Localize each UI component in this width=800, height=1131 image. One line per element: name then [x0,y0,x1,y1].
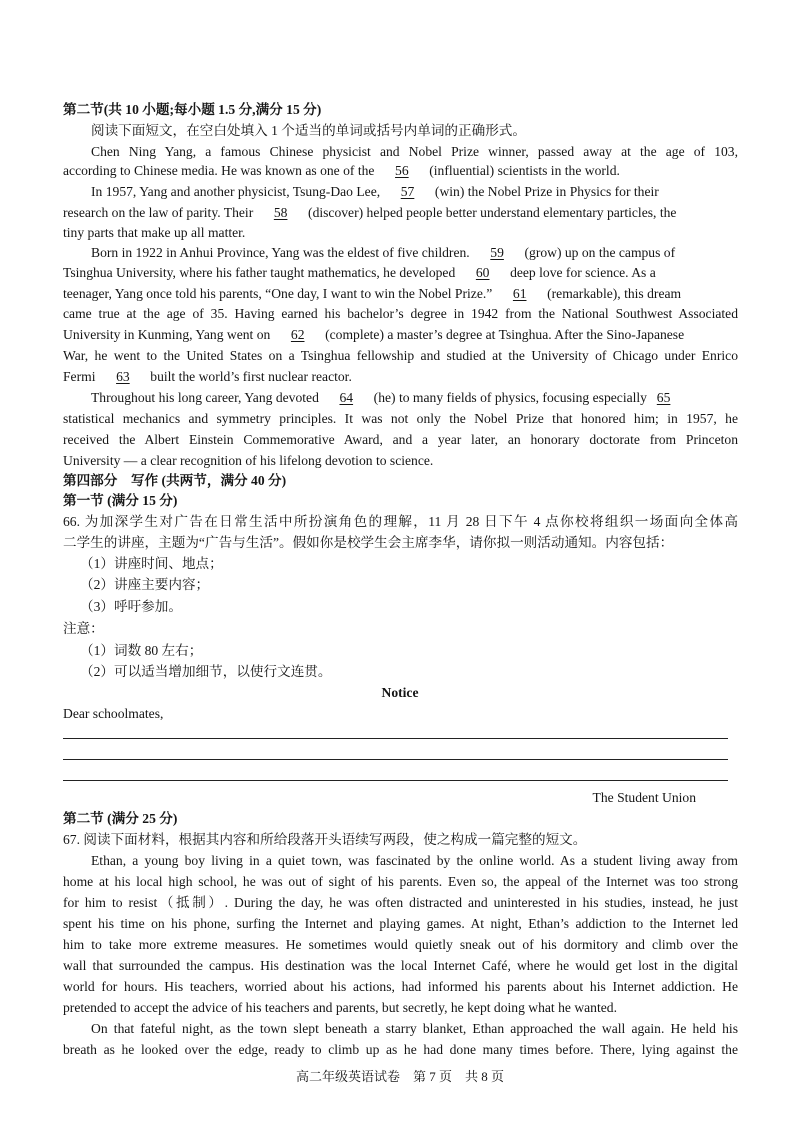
notice-title: Notice [381,685,419,700]
blank-59: 59 [490,245,504,260]
answer-line [63,780,728,781]
q66-note-label: 注意： [63,621,104,636]
blank-60: 60 [475,265,490,280]
answer-line [63,738,728,739]
section1-header: 第一节 (满分 15 分) [63,493,178,508]
q66-line1: 66. 为加深学生对广告在日常生活中所扮演角色的理解，11 月 28 日下午 4 点你校将组织一场面向全体高 [63,514,738,529]
q67-para1-line: spent his time on his phone, surfing the Internet and playing games. At night, Ethan’s addiction to the Internet led [63,916,738,931]
q67-para1-line: home at his local high school, he was out of sight of his parents. Even so, the appeal of the Internet was too strong [63,874,738,889]
part4-header: 第四部分 写作 (共两节，满分 40 分) [63,473,287,488]
q66-line2: 二学生的讲座，主题为“广告与生活”。假如你是校学生会主席李华，请你拟一则活动通知。内容包括： [63,535,674,550]
q67-para1-line: for him to resist（抵制）. During the day, he was often distracted and uninterested in his studies, instead, he just [63,895,738,910]
q67-para1-line: him to take more extreme measures. He sometimes would quietly sneak out of his dormitory and climb over the [63,937,738,952]
q66-item-3: （3）呼吁参加。 [80,599,182,614]
passage-p2-line3: tiny parts that make up all matter. [63,225,246,240]
section2b-header: 第二节 (满分 25 分) [63,811,178,826]
blank-65: 65 [656,390,671,405]
q66-note-2: （2）可以适当增加细节，以使行文连贯。 [80,664,332,679]
answer-line [63,759,728,760]
passage-p4-line1: Throughout his long career, Yang devoted 64 (he) to many fields of physics, focusing especially 65 [91,387,738,408]
q67-para2-line: On that fateful night, as the town slept beneath a starry blanket, Ethan approached the wall again. He held his [91,1021,738,1036]
passage-p3-line4: came true at the age of 35. Having earned his bachelor’s degree in 1942 from the National Southwest Associated [63,306,738,321]
q67-para2-line: breath as he looked over the edge, ready to climb up as he had done many times before. There, lying against the [63,1042,738,1057]
blank-57: 57 [400,184,415,199]
blank-62: 62 [290,327,305,342]
blank-61: 61 [512,286,527,301]
q67-para1-line: wall that surrounded the campus. His destination was the local Internet Café, where he would get lost in the digital [63,958,738,973]
passage-p1-line1: Chen Ning Yang, a famous Chinese physicist and Nobel Prize winner, passed away at the age of 103, [91,144,738,159]
passage-p4-line2: statistical mechanics and symmetry principles. It was not only the Nobel Prize that honored him; in 1957, he [63,411,738,426]
notice-signature: The Student Union [592,790,696,805]
notice-greeting: Dear schoolmates, [63,706,164,721]
passage-p3-line1: Born in 1922 in Anhui Province, Yang was the eldest of five children. 59 (grow) up on the campus of [91,242,738,263]
passage-p4-line4: University — a clear recognition of his lifelong devotion to science. [63,453,434,468]
blank-64: 64 [339,390,354,405]
section2-header: 第二节(共 10 小题;每小题 1.5 分,满分 15 分) [63,102,322,117]
passage-p3-line6: War, he went to the United States on a Tsinghua fellowship and studied at the University of Chicago under Enrico [63,348,738,363]
page-footer: 高二年级英语试卷 第 7 页 共 8 页 [295,1069,504,1084]
passage-p2-line1: In 1957, Yang and another physicist, Tsung-Dao Lee, 57 (win) the Nobel Prize in Physics for their [91,181,738,202]
passage-p3-line3: teenager, Yang once told his parents, “One day, I want to win the Nobel Prize.” 61 (remarkable), this dream [63,283,738,304]
blank-58: 58 [273,205,288,220]
passage-p3-line7: Fermi 63 built the world’s first nuclear reactor. [63,366,738,387]
passage-p2-line2: research on the law of parity. Their 58 (discover) helped people better understand elementary particles, the [63,202,738,223]
q67-instruction: 67. 阅读下面材料，根据其内容和所给段落开头语续写两段，使之构成一篇完整的短文。 [63,832,587,847]
q67-para1-line: world for hours. His teachers, worried about his actions, had informed his parents about his Internet addiction. He [63,979,738,994]
passage-p3-line5: University in Kunming, Yang went on 62 (complete) a master’s degree at Tsinghua. After the Sino-Japanese [63,324,738,345]
passage-p4-line3: received the Albert Einstein Commemorative Award, and a year later, an honorary doctorate from Princeton [63,432,738,447]
q67-para1-line: Ethan, a young boy living in a quiet town, was fascinated by the online world. As a student living away from [91,853,738,868]
section2-instruction: 阅读下面短文，在空白处填入 1 个适当的单词或括号内单词的正确形式。 [91,123,526,138]
q66-item-2: （2）讲座主要内容； [80,577,210,592]
passage-p3-line2: Tsinghua University, where his father taught mathematics, he developed 60 deep love for science. As a [63,262,738,283]
q66-note-1: （1）词数 80 左右； [80,643,203,658]
blank-56: 56 [395,163,409,178]
q66-item-1: （1）讲座时间、地点； [80,556,223,571]
q67-para1-line: pretended to accept the advice of his teachers and parents, but secretly, he kept doing what he wanted. [63,1000,617,1015]
passage-p1-line2: according to Chinese media. He was known as one of the 56 (influential) scientists in the world. [63,160,738,181]
blank-63: 63 [116,369,130,384]
